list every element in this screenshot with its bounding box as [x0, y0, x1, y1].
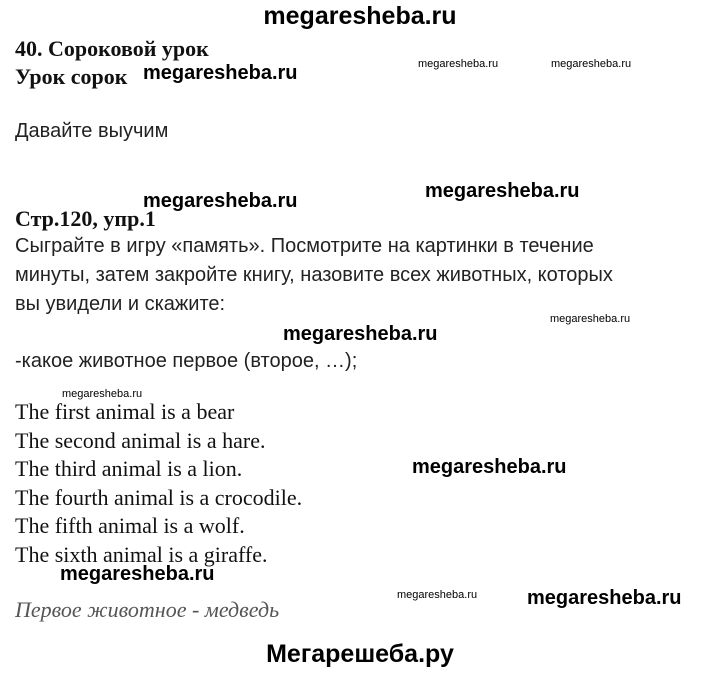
exercise-ref: Стр.120, упр.1: [15, 206, 156, 231]
watermark: megaresheba.ru: [397, 589, 478, 601]
answer-line: The fourth animal is a crocodile.: [15, 484, 303, 510]
watermark: megaresheba.ru: [143, 190, 298, 212]
exercise-question: -какое животное первое (второе, …);: [15, 350, 358, 372]
answer-line: The fifth animal is a wolf.: [15, 513, 245, 538]
watermark: megaresheba.ru: [418, 58, 499, 70]
watermark: megaresheba.ru: [425, 180, 580, 202]
lesson-title: 40. Сороковой урок: [15, 36, 209, 61]
lesson-subtitle: Урок сорок: [15, 64, 128, 89]
watermark: megaresheba.ru: [60, 563, 215, 585]
watermark: megaresheba.ru: [412, 456, 567, 478]
watermark: megaresheba.ru: [62, 388, 143, 400]
intro-text: Давайте выучим: [15, 120, 169, 142]
watermark: megaresheba.ru: [550, 313, 631, 325]
watermark: megaresheba.ru: [143, 62, 298, 84]
instruction-line: Сыграйте в игру «память». Посмотрите на картинки в течение: [15, 235, 594, 257]
answer-line: The sixth animal is a giraffe.: [15, 541, 268, 567]
answer-line: The first animal is a bear: [15, 399, 235, 424]
watermark: megaresheba.ru: [283, 323, 438, 345]
answer-line: The second animal is a hare.: [15, 427, 266, 453]
footer-watermark: Мегарешеба.ру: [266, 640, 454, 668]
answer-list: [15, 398, 302, 569]
translation-line: Первое животное - медведь: [15, 597, 280, 622]
watermark: megaresheba.ru: [551, 58, 632, 70]
instruction-line: минуты, затем закройте книгу, назовите всех животных, которых: [15, 264, 613, 286]
header-watermark: megaresheba.ru: [263, 2, 457, 30]
instruction-line: вы увидели и скажите:: [15, 293, 226, 315]
answer-line: The third animal is a lion.: [15, 456, 243, 481]
watermark: megaresheba.ru: [527, 587, 682, 609]
exercise-instruction: [15, 232, 715, 319]
